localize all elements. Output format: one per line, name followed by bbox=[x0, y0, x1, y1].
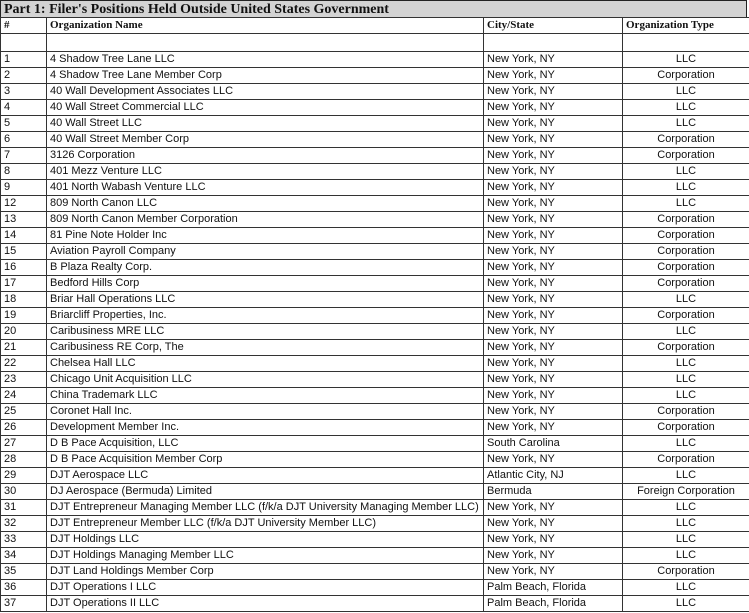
organization-type-cell: Corporation bbox=[623, 340, 749, 356]
table-body bbox=[1, 34, 749, 612]
city-state-cell: New York, NY bbox=[484, 356, 623, 372]
city-state-cell: Bermuda bbox=[484, 484, 623, 500]
organization-name-cell: DJT Operations I LLC bbox=[47, 580, 484, 596]
row-number-cell: 25 bbox=[1, 404, 47, 420]
organization-name-cell: 81 Pine Note Holder Inc bbox=[47, 228, 484, 244]
organization-type-cell: LLC bbox=[623, 388, 749, 404]
organization-type-cell: LLC bbox=[623, 516, 749, 532]
organization-name-cell: 3126 Corporation bbox=[47, 148, 484, 164]
row-number-cell: 17 bbox=[1, 276, 47, 292]
city-state-cell: New York, NY bbox=[484, 292, 623, 308]
organization-type-cell: Corporation bbox=[623, 228, 749, 244]
organization-name-cell: DJT Entrepreneur Member LLC (f/k/a DJT University Member LLC) bbox=[47, 516, 484, 532]
city-state-cell: New York, NY bbox=[484, 276, 623, 292]
organization-name-cell: DJT Entrepreneur Managing Member LLC (f/k/a DJT University Managing Member LLC) bbox=[47, 500, 484, 516]
table-row bbox=[1, 260, 749, 276]
row-number-cell: 18 bbox=[1, 292, 47, 308]
table-row bbox=[1, 484, 749, 500]
city-state-cell: New York, NY bbox=[484, 420, 623, 436]
row-number-cell: 31 bbox=[1, 500, 47, 516]
city-state-cell: New York, NY bbox=[484, 372, 623, 388]
city-state-cell: Palm Beach, Florida bbox=[484, 580, 623, 596]
row-number-cell: 9 bbox=[1, 180, 47, 196]
organization-type-cell: LLC bbox=[623, 180, 749, 196]
city-state-cell: New York, NY bbox=[484, 100, 623, 116]
city-state-cell: New York, NY bbox=[484, 260, 623, 276]
table-row bbox=[1, 292, 749, 308]
column-header-number: # bbox=[1, 18, 47, 34]
city-state-cell: New York, NY bbox=[484, 116, 623, 132]
city-state-cell: New York, NY bbox=[484, 308, 623, 324]
city-state-cell: New York, NY bbox=[484, 228, 623, 244]
organization-name-cell: Caribusiness RE Corp, The bbox=[47, 340, 484, 356]
table-row bbox=[1, 580, 749, 596]
organization-name-cell: Briar Hall Operations LLC bbox=[47, 292, 484, 308]
table-row bbox=[1, 516, 749, 532]
table-row bbox=[1, 132, 749, 148]
organization-type-cell: LLC bbox=[623, 548, 749, 564]
organization-name-cell: Development Member Inc. bbox=[47, 420, 484, 436]
row-number-cell: 26 bbox=[1, 420, 47, 436]
column-header-organization-name: Organization Name bbox=[47, 18, 484, 34]
city-state-cell: New York, NY bbox=[484, 548, 623, 564]
row-number-cell: 37 bbox=[1, 596, 47, 612]
organization-name-cell: D B Pace Acquisition Member Corp bbox=[47, 452, 484, 468]
table-row bbox=[1, 244, 749, 260]
table-row bbox=[1, 436, 749, 452]
organization-name-cell: China Trademark LLC bbox=[47, 388, 484, 404]
table-row bbox=[1, 564, 749, 580]
organization-type-cell: LLC bbox=[623, 500, 749, 516]
table-row bbox=[1, 276, 749, 292]
organization-name-cell: 40 Wall Street LLC bbox=[47, 116, 484, 132]
organization-type-cell: Corporation bbox=[623, 244, 749, 260]
organization-name-cell: 40 Wall Street Commercial LLC bbox=[47, 100, 484, 116]
organization-type-cell: Corporation bbox=[623, 68, 749, 84]
organization-name-cell: DJT Holdings LLC bbox=[47, 532, 484, 548]
row-number-cell: 29 bbox=[1, 468, 47, 484]
organization-name-cell: B Plaza Realty Corp. bbox=[47, 260, 484, 276]
table-row bbox=[1, 68, 749, 84]
row-number-cell: 16 bbox=[1, 260, 47, 276]
organization-type-cell: LLC bbox=[623, 292, 749, 308]
spacer-row bbox=[1, 34, 749, 52]
city-state-cell: New York, NY bbox=[484, 212, 623, 228]
row-number-cell: 1 bbox=[1, 52, 47, 68]
row-number-cell: 3 bbox=[1, 84, 47, 100]
table-row bbox=[1, 116, 749, 132]
row-number-cell: 30 bbox=[1, 484, 47, 500]
city-state-cell: New York, NY bbox=[484, 52, 623, 68]
city-state-cell: New York, NY bbox=[484, 532, 623, 548]
organization-name-cell: DJT Land Holdings Member Corp bbox=[47, 564, 484, 580]
table-row bbox=[1, 372, 749, 388]
section-title: Part 1: Filer's Positions Held Outside United States Government bbox=[0, 0, 747, 17]
row-number-cell: 12 bbox=[1, 196, 47, 212]
organization-name-cell: DJT Holdings Managing Member LLC bbox=[47, 548, 484, 564]
city-state-cell: Atlantic City, NJ bbox=[484, 468, 623, 484]
organization-name-cell: D B Pace Acquisition, LLC bbox=[47, 436, 484, 452]
organization-type-cell: LLC bbox=[623, 436, 749, 452]
row-number-cell: 8 bbox=[1, 164, 47, 180]
row-number-cell: 33 bbox=[1, 532, 47, 548]
table-row bbox=[1, 196, 749, 212]
organization-type-cell: LLC bbox=[623, 52, 749, 68]
city-state-cell: South Carolina bbox=[484, 436, 623, 452]
organization-type-cell: Corporation bbox=[623, 212, 749, 228]
organization-name-cell: Aviation Payroll Company bbox=[47, 244, 484, 260]
row-number-cell: 4 bbox=[1, 100, 47, 116]
organization-type-cell: LLC bbox=[623, 356, 749, 372]
table-row bbox=[1, 388, 749, 404]
table-row bbox=[1, 596, 749, 612]
row-number-cell: 35 bbox=[1, 564, 47, 580]
organization-name-cell: 40 Wall Development Associates LLC bbox=[47, 84, 484, 100]
organization-type-cell: Corporation bbox=[623, 276, 749, 292]
organization-type-cell: LLC bbox=[623, 468, 749, 484]
row-number-cell: 27 bbox=[1, 436, 47, 452]
organization-name-cell: 40 Wall Street Member Corp bbox=[47, 132, 484, 148]
table-row bbox=[1, 100, 749, 116]
organization-name-cell: DJT Operations II LLC bbox=[47, 596, 484, 612]
city-state-cell: New York, NY bbox=[484, 148, 623, 164]
table-row bbox=[1, 84, 749, 100]
organization-name-cell: Chelsea Hall LLC bbox=[47, 356, 484, 372]
table-row bbox=[1, 324, 749, 340]
city-state-cell: New York, NY bbox=[484, 68, 623, 84]
organization-type-cell: LLC bbox=[623, 596, 749, 612]
organization-name-cell: DJ Aerospace (Bermuda) Limited bbox=[47, 484, 484, 500]
city-state-cell: New York, NY bbox=[484, 180, 623, 196]
organization-name-cell: Coronet Hall Inc. bbox=[47, 404, 484, 420]
organization-type-cell: LLC bbox=[623, 100, 749, 116]
organization-type-cell: LLC bbox=[623, 372, 749, 388]
table-row bbox=[1, 356, 749, 372]
city-state-cell: New York, NY bbox=[484, 132, 623, 148]
table-row bbox=[1, 212, 749, 228]
row-number-cell: 32 bbox=[1, 516, 47, 532]
organization-type-cell: Corporation bbox=[623, 404, 749, 420]
organization-type-cell: Corporation bbox=[623, 420, 749, 436]
table-row bbox=[1, 420, 749, 436]
organization-type-cell: Foreign Corporation bbox=[623, 484, 749, 500]
table-row bbox=[1, 404, 749, 420]
table-row bbox=[1, 500, 749, 516]
column-header-city-state: City/State bbox=[484, 18, 623, 34]
organization-name-cell: Chicago Unit Acquisition LLC bbox=[47, 372, 484, 388]
row-number-cell: 20 bbox=[1, 324, 47, 340]
city-state-cell: New York, NY bbox=[484, 404, 623, 420]
city-state-cell: New York, NY bbox=[484, 500, 623, 516]
organization-name-cell: 4 Shadow Tree Lane LLC bbox=[47, 52, 484, 68]
table-row bbox=[1, 468, 749, 484]
organization-type-cell: Corporation bbox=[623, 564, 749, 580]
row-number-cell: 7 bbox=[1, 148, 47, 164]
row-number-cell: 34 bbox=[1, 548, 47, 564]
row-number-cell: 21 bbox=[1, 340, 47, 356]
city-state-cell: New York, NY bbox=[484, 452, 623, 468]
city-state-cell: New York, NY bbox=[484, 196, 623, 212]
row-number-cell: 36 bbox=[1, 580, 47, 596]
table-row bbox=[1, 148, 749, 164]
row-number-cell: 22 bbox=[1, 356, 47, 372]
organization-name-cell: Caribusiness MRE LLC bbox=[47, 324, 484, 340]
organization-name-cell: Briarcliff Properties, Inc. bbox=[47, 308, 484, 324]
city-state-cell: Palm Beach, Florida bbox=[484, 596, 623, 612]
organization-type-cell: LLC bbox=[623, 164, 749, 180]
organization-type-cell: LLC bbox=[623, 196, 749, 212]
organization-type-cell: Corporation bbox=[623, 148, 749, 164]
table-row bbox=[1, 452, 749, 468]
organization-type-cell: LLC bbox=[623, 324, 749, 340]
row-number-cell: 28 bbox=[1, 452, 47, 468]
organization-name-cell: Bedford Hills Corp bbox=[47, 276, 484, 292]
organization-type-cell: Corporation bbox=[623, 308, 749, 324]
city-state-cell: New York, NY bbox=[484, 564, 623, 580]
organization-type-cell: LLC bbox=[623, 84, 749, 100]
table-row bbox=[1, 308, 749, 324]
table-row bbox=[1, 52, 749, 68]
organization-type-cell: Corporation bbox=[623, 452, 749, 468]
table-row bbox=[1, 532, 749, 548]
row-number-cell: 23 bbox=[1, 372, 47, 388]
city-state-cell: New York, NY bbox=[484, 84, 623, 100]
organization-type-cell: LLC bbox=[623, 116, 749, 132]
table-row bbox=[1, 340, 749, 356]
row-number-cell: 24 bbox=[1, 388, 47, 404]
row-number-cell: 19 bbox=[1, 308, 47, 324]
row-number-cell: 14 bbox=[1, 228, 47, 244]
organization-type-cell: Corporation bbox=[623, 260, 749, 276]
table-row bbox=[1, 548, 749, 564]
column-header-organization-type: Organization Type bbox=[623, 18, 749, 34]
table-row bbox=[1, 180, 749, 196]
positions-table bbox=[0, 17, 749, 612]
organization-name-cell: 809 North Canon Member Corporation bbox=[47, 212, 484, 228]
organization-name-cell: 4 Shadow Tree Lane Member Corp bbox=[47, 68, 484, 84]
organization-type-cell: LLC bbox=[623, 532, 749, 548]
row-number-cell: 5 bbox=[1, 116, 47, 132]
organization-name-cell: DJT Aerospace LLC bbox=[47, 468, 484, 484]
row-number-cell: 13 bbox=[1, 212, 47, 228]
organization-type-cell: LLC bbox=[623, 580, 749, 596]
city-state-cell: New York, NY bbox=[484, 164, 623, 180]
table-header-row bbox=[1, 18, 749, 34]
city-state-cell: New York, NY bbox=[484, 388, 623, 404]
table-row bbox=[1, 164, 749, 180]
table-row bbox=[1, 228, 749, 244]
city-state-cell: New York, NY bbox=[484, 340, 623, 356]
row-number-cell: 2 bbox=[1, 68, 47, 84]
organization-type-cell: Corporation bbox=[623, 132, 749, 148]
row-number-cell: 6 bbox=[1, 132, 47, 148]
organization-name-cell: 809 North Canon LLC bbox=[47, 196, 484, 212]
row-number-cell: 15 bbox=[1, 244, 47, 260]
organization-name-cell: 401 North Wabash Venture LLC bbox=[47, 180, 484, 196]
city-state-cell: New York, NY bbox=[484, 516, 623, 532]
city-state-cell: New York, NY bbox=[484, 324, 623, 340]
organization-name-cell: 401 Mezz Venture LLC bbox=[47, 164, 484, 180]
city-state-cell: New York, NY bbox=[484, 244, 623, 260]
